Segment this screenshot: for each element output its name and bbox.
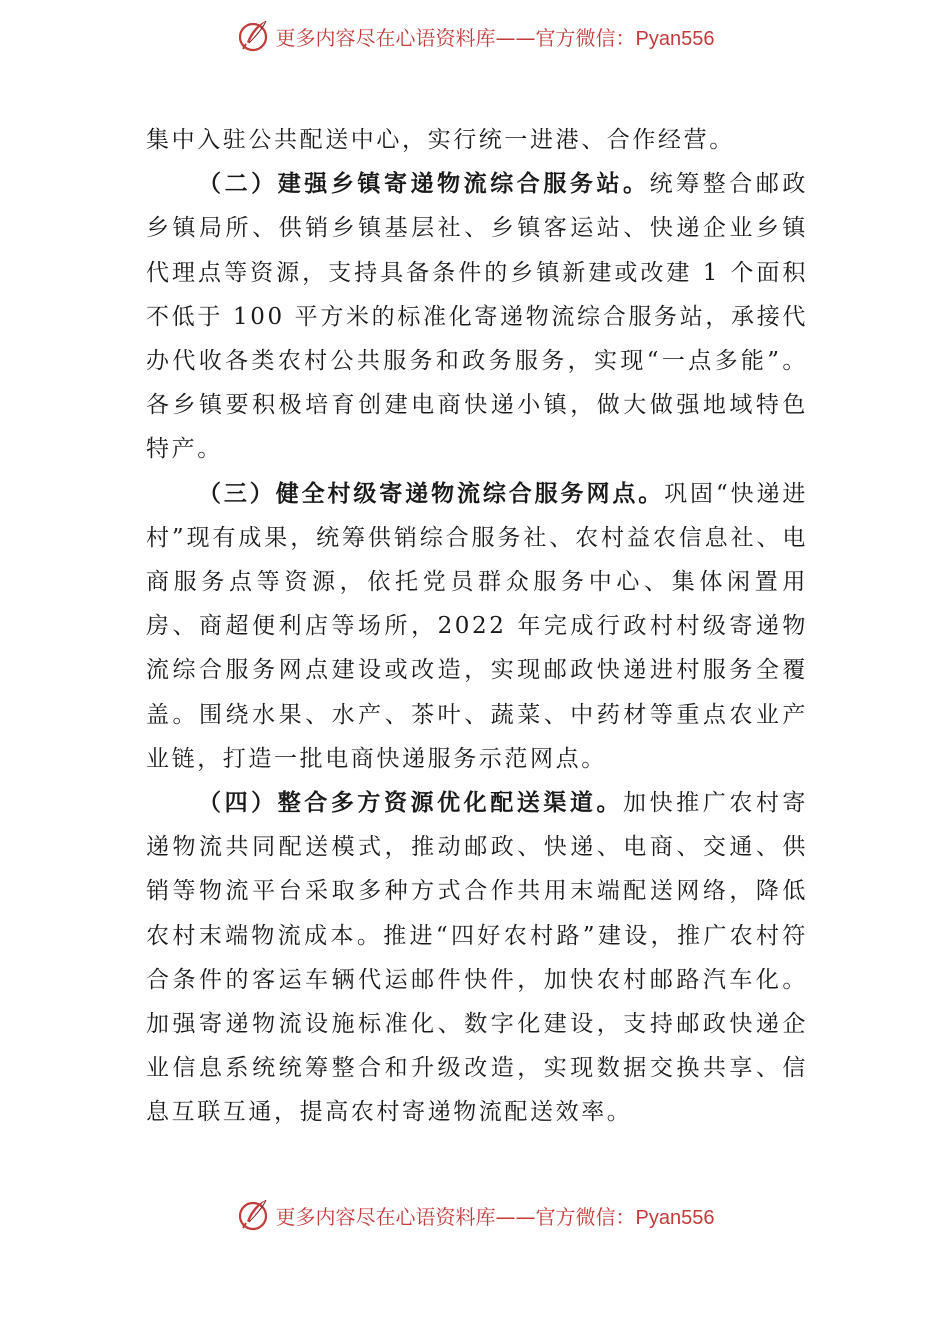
paragraph-text: 巩固“快递进村”现有成果，统筹供销综合服务社、农村益农信息社、电商服务点等资源，依托党员群众服务中心、集体闲置用房、商超便利店等场所，2022 年完成行政村村级寄递物流综合服务网点建设或改造，实现邮政快递进村服务全覆盖。围绕水果、水产、茶叶、蔬菜、中药材等重点农业产业链，打造一批电商快递服务示范网点。	[146, 480, 808, 772]
feather-pen-logo-icon	[236, 1197, 272, 1233]
feather-pen-logo-icon	[236, 18, 272, 54]
section-heading: （三）健全村级寄递物流综合服务网点。	[198, 479, 665, 507]
banner-wechat-id: Pyan556	[635, 27, 715, 50]
paragraph-village-outlets	[146, 472, 808, 781]
banner-wechat-id: Pyan556	[635, 1206, 715, 1229]
banner-separator: ——	[495, 25, 536, 50]
paragraph-text: 统筹整合邮政乡镇局所、供销乡镇基层社、乡镇客运站、快递企业乡镇代理点等资源，支持具备条件的乡镇新建或改建 1 个面积不低于 100 平方米的标准化寄递物流综合服务站，承接代办代收各类农村公共服务和政务服务，实现“一点多能”。各乡镇要积极培育创建电商快递小镇，做大做强地域特色特产。	[146, 171, 808, 463]
banner-separator: ——	[495, 1204, 536, 1229]
paragraph-continuation: 集中入驻公共配送中心，实行统一进港、合作经营。	[146, 127, 735, 153]
banner-site-name: 更多内容尽在心语资料库	[275, 25, 496, 50]
section-heading: （四）整合多方资源优化配送渠道。	[198, 789, 624, 817]
paragraph-township-stations	[146, 162, 808, 471]
footer-watermark-banner	[0, 1195, 950, 1235]
banner-wechat-label: 官方微信：	[535, 25, 636, 50]
document-body	[146, 118, 808, 1135]
banner-site-name: 更多内容尽在心语资料库	[275, 1204, 496, 1229]
banner-wechat-label: 官方微信：	[535, 1204, 636, 1229]
header-watermark-banner	[0, 16, 950, 56]
paragraph-delivery-channels	[146, 781, 808, 1135]
paragraph-text: 加快推广农村寄递物流共同配送模式，推动邮政、快递、电商、交通、供销等物流平台采取多种方式合作共用末端配送网络，降低农村末端物流成本。推进“四好农村路”建设，推广农村符合条件的客运车辆代运邮件快件，加快农村邮路汽车化。加强寄递物流设施标准化、数字化建设，支持邮政快递企业信息系统统筹整合和升级改造，实现数据交换共享、信息互联互通，提高农村寄递物流配送效率。	[146, 790, 808, 1126]
section-heading: （二）建强乡镇寄递物流综合服务站。	[198, 170, 650, 198]
